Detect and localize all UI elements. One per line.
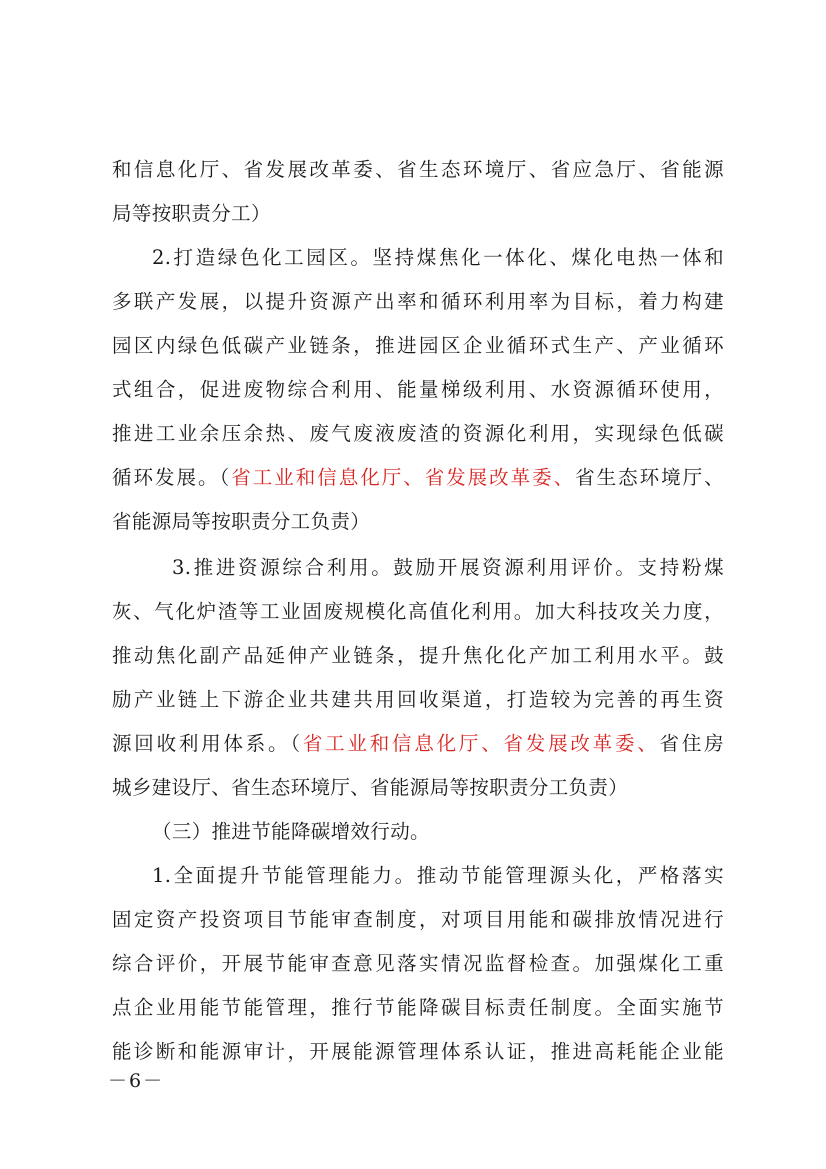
text-line [112,724,724,764]
line-text: 综合评价，开展节能审查意见落实情况监督检查。加强煤化工重 [112,952,724,975]
text-line [112,282,724,322]
text-line [112,900,724,940]
text-line [112,592,724,632]
text-line [112,636,724,676]
text-line [112,768,724,808]
line-text: 式组合，促进废物综合利用、能量梯级利用、水资源循环使用， [112,378,724,401]
text-line [112,370,724,410]
text-line [112,1032,724,1072]
line-text: 励产业链上下游企业共建共用回收渠道，打造较为完善的再生资 [112,688,724,711]
text-line [112,194,724,234]
text-line [112,988,724,1028]
line-text: 固定资产投资项目节能审查制度，对项目用能和碳排放情况进行 [112,908,724,931]
paragraph-heading-1 [152,856,724,896]
line-text: 省能源局等按职责分工负责） [112,510,371,533]
line-text: 2.打造绿色化工园区。坚持煤焦化一体化、煤化电热一体和 [152,246,724,269]
line-text: 能诊断和能源审计，开展能源管理体系认证，推进高耗能企业能 [112,1040,724,1063]
line-text: 园区内绿色低碳产业链条，推进园区企业循环式生产、产业循环 [112,334,724,357]
highlighted-agency-text: 省工业和信息化厅、省发展改革委、 [231,466,576,489]
line-text: 3.推进资源综合利用。鼓励开展资源利用评价。支持粉煤 [172,556,724,579]
text-line [112,680,724,720]
line-text: 循环发展。（ [112,466,232,489]
line-text: 省住房 [659,732,724,755]
page-number: －6－ [108,1070,165,1092]
line-text: 推进工业余压余热、废气废液废渣的资源化利用，实现绿色低碳 [112,422,724,445]
text-line [112,944,724,984]
text-line [112,458,724,498]
paragraph-heading-2 [152,238,724,278]
line-text: 局等按职责分工） [112,202,271,225]
section-heading [152,812,724,852]
text-line [112,150,724,190]
line-text: （三）推进节能降碳增效行动。 [152,820,430,843]
text-line [112,326,724,366]
line-text: 省生态环境厅、 [575,466,724,489]
line-text: 城乡建设厅、省生态环境厅、省能源局等按职责分工负责） [112,776,629,799]
line-text: 源回收利用体系。（ [112,732,303,755]
line-text: 灰、气化炉渣等工业固废规模化高值化利用。加大科技攻关力度， [112,600,724,623]
line-text: 推动焦化副产品延伸产业链条，提升焦化化产加工利用水平。鼓 [112,644,724,667]
line-text: 点企业用能节能管理，推行节能降碳目标责任制度。全面实施节 [112,996,724,1019]
highlighted-agency-text: 省工业和信息化厅、省发展改革委、 [302,732,660,755]
text-line [112,502,724,542]
paragraph-heading-3 [172,548,724,588]
text-line [112,414,724,454]
line-text: 多联产发展，以提升资源产出率和循环利用率为目标，着力构建 [112,290,724,313]
line-text: 和信息化厅、省发展改革委、省生态环境厅、省应急厅、省能源 [112,158,724,181]
line-text: 1.全面提升节能管理能力。推动节能管理源头化，严格落实 [152,864,724,887]
